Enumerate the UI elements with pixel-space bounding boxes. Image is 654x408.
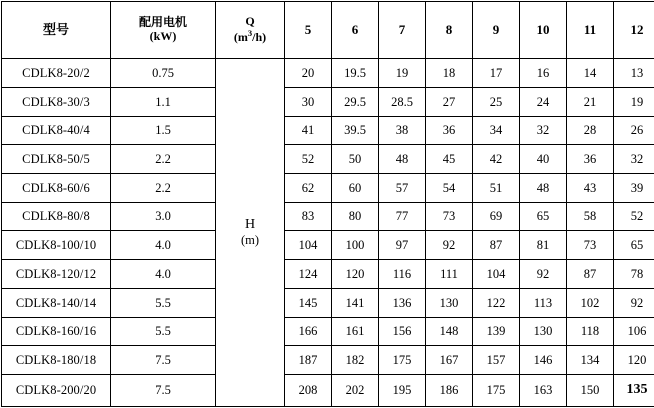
cell-head-value: 36 [567,145,614,174]
column-header-flow-12: 12 [614,2,654,59]
cell-head-value: 166 [285,317,332,346]
table-row [2,174,654,203]
cell-head-value: 150 [567,375,614,407]
cell-head-value: 58 [567,202,614,231]
cell-model: CDLK8-30/3 [2,87,111,116]
cell-head-value: 118 [567,317,614,346]
cell-model: CDLK8-50/5 [2,145,111,174]
column-header-flow-6: 6 [332,2,379,59]
cell-head-value: 104 [473,260,520,289]
cell-motor: 5.5 [111,288,216,317]
cell-head-value: 62 [285,174,332,203]
cell-model: CDLK8-100/10 [2,231,111,260]
cell-head-value: 120 [614,346,654,375]
cell-head-value: 40 [520,145,567,174]
cell-head-value: 145 [285,288,332,317]
column-header-flow-q [216,2,285,59]
column-header-flow-10: 10 [520,2,567,59]
cell-head-value: 18 [426,59,473,88]
cell-head-value: 87 [473,231,520,260]
cell-head-value: 122 [473,288,520,317]
cell-head-value: 48 [379,145,426,174]
cell-head-value: 139 [473,317,520,346]
table-row [2,116,654,145]
table-row [2,260,654,289]
cell-head-value: 124 [285,260,332,289]
cell-head-value: 28 [567,116,614,145]
table-row [2,288,654,317]
cell-head-value: 19 [379,59,426,88]
q-unit-prefix: (m [233,30,248,45]
cell-head-value: 148 [426,317,473,346]
cell-head-value: 14 [567,59,614,88]
q-unit-suffix: /h) [252,30,267,45]
cell-head-value: 92 [520,260,567,289]
cell-model: CDLK8-20/2 [2,59,111,88]
cell-head-value: 87 [567,260,614,289]
column-header-flow-9: 9 [473,2,520,59]
cell-head-value: 141 [332,288,379,317]
cell-head-value: 202 [332,375,379,407]
cell-head-value: 102 [567,288,614,317]
cell-head-value: 42 [473,145,520,174]
column-header-flow-11: 11 [567,2,614,59]
cell-motor: 2.2 [111,145,216,174]
cell-head-value: 135 [614,375,654,407]
cell-head-value: 54 [426,174,473,203]
cell-head-value: 157 [473,346,520,375]
cell-motor: 7.5 [111,346,216,375]
cell-head-value: 120 [332,260,379,289]
cell-head-value: 26 [614,116,654,145]
cell-head-value: 187 [285,346,332,375]
cell-head-value: 69 [473,202,520,231]
cell-head-value: 92 [614,288,654,317]
cell-head-value: 136 [379,288,426,317]
cell-head-value: 113 [520,288,567,317]
cell-head-value: 60 [332,174,379,203]
cell-motor: 2.2 [111,174,216,203]
cell-motor: 4.0 [111,260,216,289]
cell-head-value: 81 [520,231,567,260]
cell-model: CDLK8-140/14 [2,288,111,317]
cell-head-value: 30 [285,87,332,116]
cell-motor: 3.0 [111,202,216,231]
cell-model: CDLK8-60/6 [2,174,111,203]
q-unit-exponent: 3 [247,28,253,39]
cell-head-value: 52 [614,202,654,231]
q-header-symbol: Q [245,14,255,29]
cell-model: CDLK8-180/18 [2,346,111,375]
cell-head-value: 161 [332,317,379,346]
cell-model: CDLK8-200/20 [2,375,111,407]
cell-head-value: 19 [614,87,654,116]
cell-head-value: 48 [520,174,567,203]
cell-motor: 4.0 [111,231,216,260]
cell-motor: 5.5 [111,317,216,346]
cell-head-value: 29.5 [332,87,379,116]
table-row [2,59,654,88]
cell-head-value: 51 [473,174,520,203]
cell-model: CDLK8-120/12 [2,260,111,289]
cell-head-value: 167 [426,346,473,375]
table-row [2,231,654,260]
cell-head-value: 130 [520,317,567,346]
cell-head-value: 116 [379,260,426,289]
table-body [2,2,654,407]
column-header-motor [111,2,216,59]
cell-head-value: 39.5 [332,116,379,145]
cell-head-value: 134 [567,346,614,375]
cell-head-value: 106 [614,317,654,346]
cell-head-value: 175 [379,346,426,375]
cell-head-value: 50 [332,145,379,174]
cell-head-value: 130 [426,288,473,317]
cell-head-value: 24 [520,87,567,116]
cell-head-value: 77 [379,202,426,231]
motor-header-line2: (kW) [149,29,177,44]
table-header-row [2,2,654,59]
cell-head-value: 186 [426,375,473,407]
cell-head-value: 175 [473,375,520,407]
motor-header-line1: 配用电机 [138,15,187,30]
cell-model: CDLK8-40/4 [2,116,111,145]
cell-head-value: 208 [285,375,332,407]
cell-head-value: 19.5 [332,59,379,88]
cell-head-value: 41 [285,116,332,145]
table-row [2,87,654,116]
cell-head-value: 38 [379,116,426,145]
q-header-unit [216,29,284,45]
h-unit: (m) [240,233,260,248]
cell-head-value: 195 [379,375,426,407]
cell-head-value: 43 [567,174,614,203]
cell-head-value: 100 [332,231,379,260]
cell-head-value: 16 [520,59,567,88]
table-row [2,375,654,407]
cell-head-value: 36 [426,116,473,145]
cell-head-value: 52 [285,145,332,174]
head-h-label-cell [216,59,285,407]
cell-model: CDLK8-80/8 [2,202,111,231]
cell-head-value: 34 [473,116,520,145]
cell-head-value: 39 [614,174,654,203]
cell-motor: 1.1 [111,87,216,116]
cell-head-value: 111 [426,260,473,289]
cell-head-value: 73 [426,202,473,231]
cell-motor: 1.5 [111,116,216,145]
cell-head-value: 17 [473,59,520,88]
cell-head-value: 83 [285,202,332,231]
cell-head-value: 146 [520,346,567,375]
cell-head-value: 92 [426,231,473,260]
cell-head-value: 182 [332,346,379,375]
cell-head-value: 45 [426,145,473,174]
cell-head-value: 32 [614,145,654,174]
column-header-model: 型号 [2,2,111,59]
cell-head-value: 163 [520,375,567,407]
cell-head-value: 13 [614,59,654,88]
cell-head-value: 80 [332,202,379,231]
cell-head-value: 78 [614,260,654,289]
cell-head-value: 73 [567,231,614,260]
column-header-flow-7: 7 [379,2,426,59]
table-row [2,145,654,174]
cell-head-value: 104 [285,231,332,260]
h-symbol: H [244,217,256,233]
cell-motor: 7.5 [111,375,216,407]
cell-head-value: 57 [379,174,426,203]
cell-head-value: 21 [567,87,614,116]
cell-model: CDLK8-160/16 [2,317,111,346]
cell-motor: 0.75 [111,59,216,88]
cell-head-value: 65 [520,202,567,231]
column-header-flow-8: 8 [426,2,473,59]
cell-head-value: 28.5 [379,87,426,116]
table-row [2,202,654,231]
pump-specification-table [1,1,654,407]
cell-head-value: 25 [473,87,520,116]
cell-head-value: 27 [426,87,473,116]
cell-head-value: 20 [285,59,332,88]
table-row [2,317,654,346]
cell-head-value: 97 [379,231,426,260]
table-row [2,346,654,375]
cell-head-value: 65 [614,231,654,260]
cell-head-value: 156 [379,317,426,346]
column-header-flow-5: 5 [285,2,332,59]
cell-head-value: 32 [520,116,567,145]
